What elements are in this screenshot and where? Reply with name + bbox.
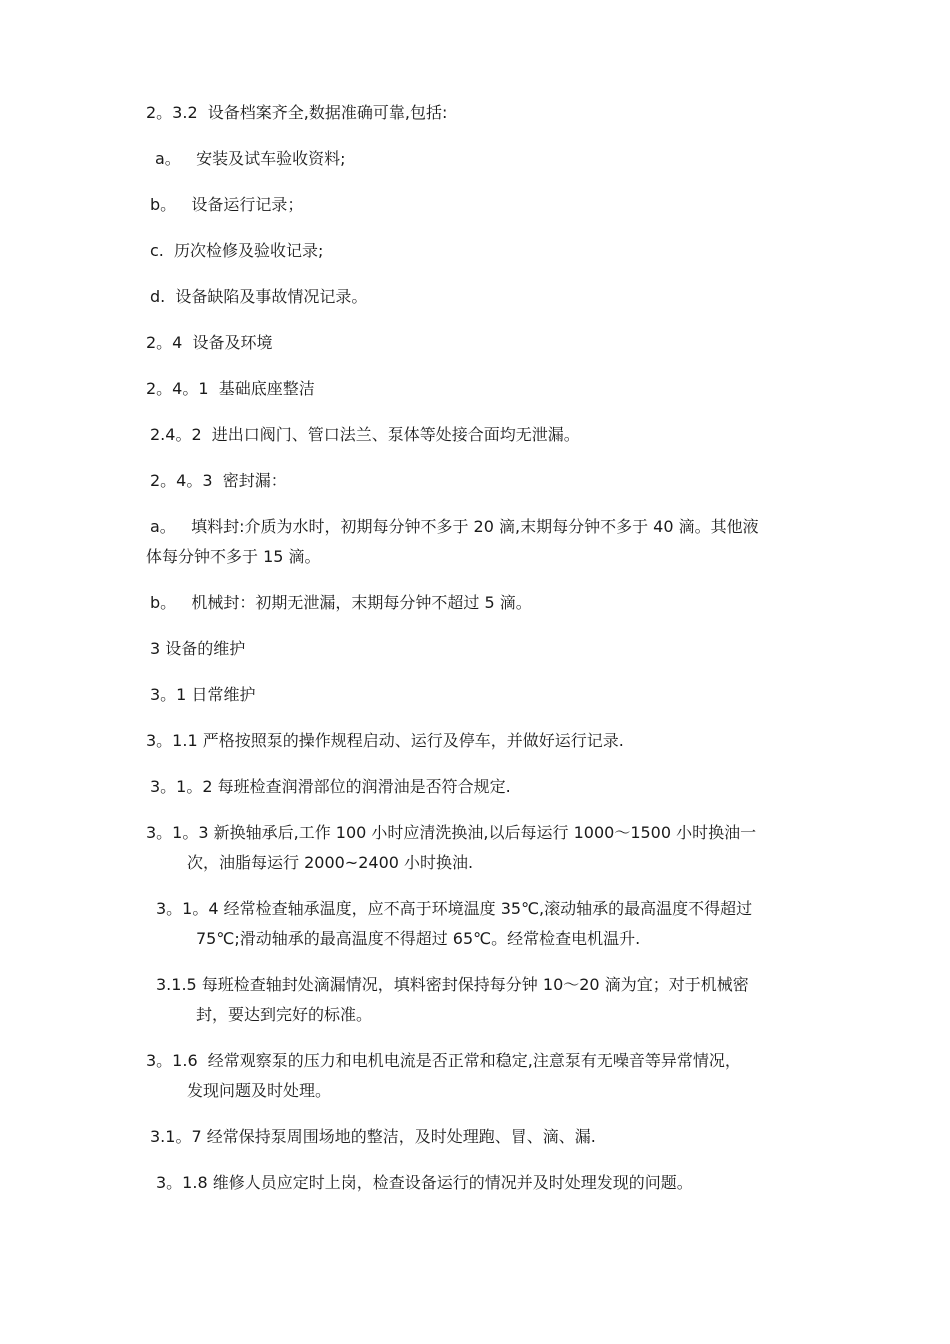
line-3-1-3: 3。1。3 新换轴承后,工作 100 小时应清洗换油,以后每运行 1000～1500 小时换油一 (146, 823, 757, 842)
line-2-4-3: 2。4。3 密封漏： (150, 471, 287, 490)
line-3-1-6: 3。1.6 经常观察泵的压力和电机电流是否正常和稳定,注意泵有无噪音等异常情况， (146, 1051, 741, 1070)
line-3-1-2: 3。1。2 每班检查润滑部位的润滑油是否符合规定. (150, 777, 511, 796)
line-3-1-3-cont: 次，油脂每运行 2000~2400 小时换油. (187, 853, 474, 872)
line-item-c: c. 历次检修及验收记录; (150, 241, 324, 260)
line-3-1-1: 3。1.1 严格按照泵的操作规程启动、运行及停车，并做好运行记录. (146, 731, 624, 750)
line-2-4-2: 2.4。2 进出口阀门、管口法兰、泵体等处接合面均无泄漏。 (150, 425, 580, 444)
line-item-d: d. 设备缺陷及事故情况记录。 (150, 287, 368, 306)
line-3-1-5-cont: 封，要达到完好的标准。 (196, 1005, 373, 1024)
line-section-3: 3 设备的维护 (150, 639, 246, 658)
line-3-1-5: 3.1.5 每班检查轴封处滴漏情况，填料密封保持每分钟 10～20 滴为宜；对于机械密 (156, 975, 749, 994)
line-3-1-6-cont: 发现问题及时处理。 (187, 1081, 332, 1100)
line-seal-b: b。 机械封：初期无泄漏，末期每分钟不超过 5 滴。 (150, 593, 532, 612)
line-seal-a-cont: 体每分钟不多于 15 滴。 (146, 547, 321, 566)
line-item-a: a。 安装及试车验收资料; (155, 149, 346, 168)
line-item-b: b。 设备运行记录； (150, 195, 304, 214)
line-2-4-1: 2。4。1 基础底座整洁 (146, 379, 315, 398)
line-2-3-2: 2。3.2 设备档案齐全,数据准确可靠,包括: (146, 103, 448, 122)
line-3-1-4-cont: 75℃;滑动轴承的最高温度不得超过 65℃。经常检查电机温升. (196, 929, 641, 948)
line-2-4: 2。4 设备及环境 (146, 333, 273, 352)
line-3-1: 3。1 日常维护 (150, 685, 256, 704)
line-3-1-4: 3。1。4 经常检查轴承温度，应不高于环境温度 35℃,滚动轴承的最高温度不得超过 (156, 899, 753, 918)
line-seal-a: a。 填料封:介质为水时，初期每分钟不多于 20 滴,末期每分钟不多于 40 滴。其他液 (150, 517, 759, 536)
line-3-1-7: 3.1。7 经常保持泵周围场地的整洁，及时处理跑、冒、滴、漏. (150, 1127, 596, 1146)
line-3-1-8: 3。1.8 维修人员应定时上岗，检查设备运行的情况并及时处理发现的问题。 (156, 1173, 693, 1192)
